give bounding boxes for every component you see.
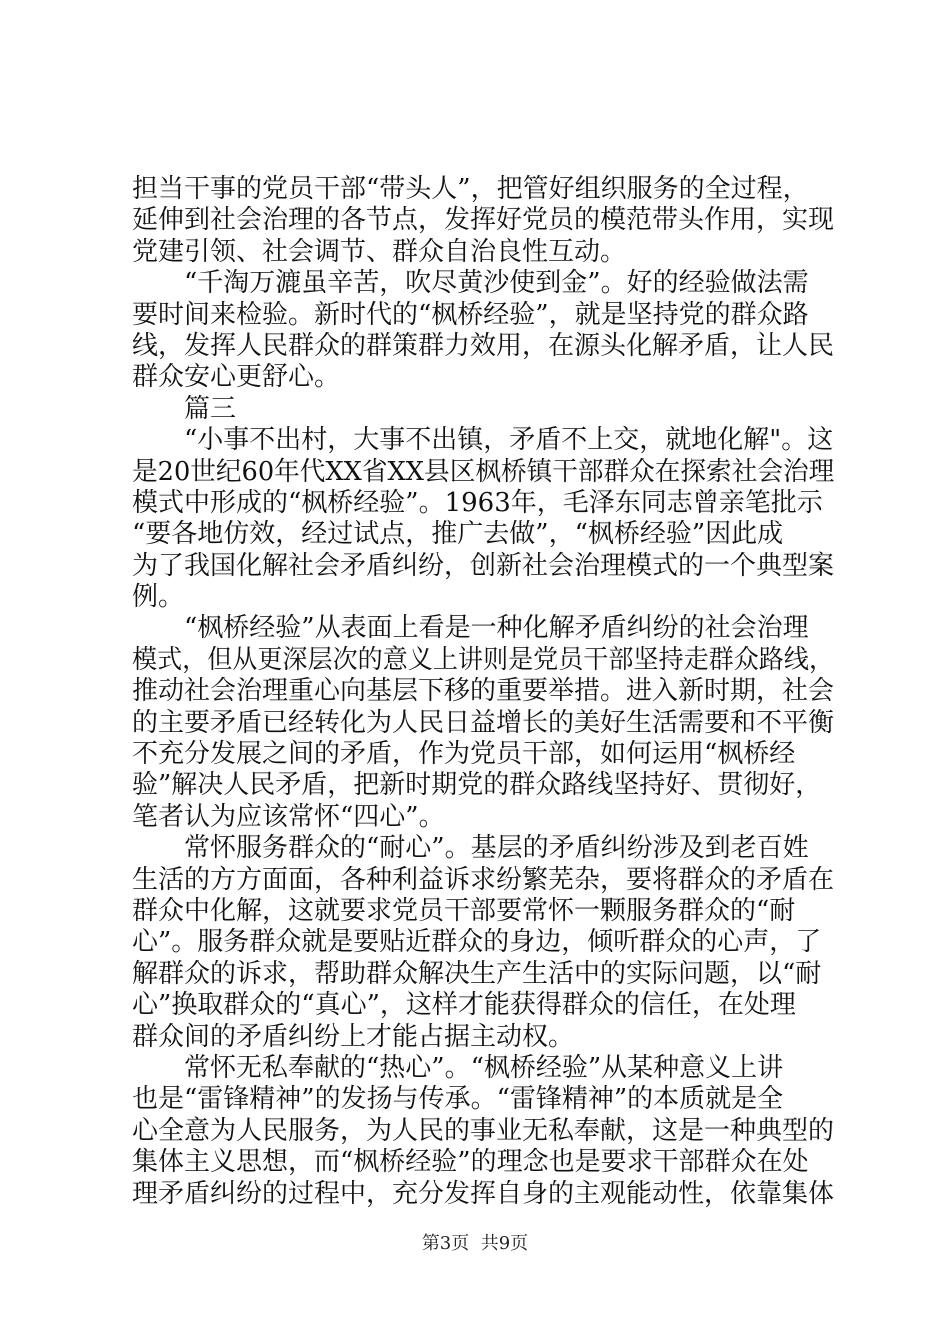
text-line: 解群众的诉求，帮助群众解决生产生活中的实际问题，以“耐 [132,958,822,989]
text-line: 是20世纪60年代XX省XX县区枫桥镇干部群众在探索社会治理 [132,456,835,487]
text-line: “要各地仿效，经过试点，推广去做”，“枫桥经验”因此成 [132,519,784,550]
text-line: “枫桥经验”从表面上看是一种化解矛盾纠纷的社会治理 [132,613,809,644]
text-line: 模式中形成的“枫桥经验”。1963年，毛泽东同志曾亲笔批示 [132,487,823,518]
text-line: 生活的方方面面，各种利益诉求纷繁芜杂，要将群众的矛盾在 [132,864,835,895]
text-line: 篇三 [132,393,237,424]
page-footer: 第3页 共9页 [421,1233,529,1254]
text-line: 要时间来检验。新时代的“枫桥经验”，就是坚持党的群众路 [132,299,809,330]
text-line: 理矛盾纠纷的过程中，充分发挥自身的主观能动性，依靠集体 [132,1178,835,1209]
text-line: “千淘万漉虽辛苦，吹尽黄沙使到金”。好的经验做法需 [132,268,809,299]
text-line: 心”换取群众的“真心”，这样才能获得群众的信任，在处理 [132,990,796,1021]
text-line: 常怀无私奉献的“热心”。“枫桥经验”从某种意义上讲 [132,1052,784,1083]
text-line: “小事不出村，大事不出镇，矛盾不上交，就地化解"。这 [132,425,834,456]
text-line: 延伸到社会治理的各节点，发挥好党员的模范带头作用，实现 [132,205,835,236]
text-line: 群众间的矛盾纠纷上才能占据主动权。 [132,1021,575,1052]
text-line: 也是“雷锋精神”的发扬与传承。“雷锋精神”的本质就是全 [132,1084,784,1115]
text-line: 验”解决人民矛盾，把新时期党的群众路线坚持好、贯彻好， [132,770,822,801]
text-line: 为了我国化解社会矛盾纠纷，创新社会治理模式的一个典型案 [132,550,835,581]
text-line: 党建引领、社会调节、群众自治良性互动。 [132,236,627,267]
text-line: 常怀服务群众的“耐心”。基层的矛盾纠纷涉及到老百姓 [132,833,809,864]
text-line: 例。 [132,582,185,613]
text-line: 笔者认为应该常怀“四心”。 [132,801,445,832]
text-line: 心”。服务群众就是要贴近群众的身边，倾听群众的心声，了 [132,927,822,958]
text-line: 集体主义思想，而“枫桥经验”的理念也是要求干部群众在处 [132,1147,809,1178]
text-line: 不充分发展之间的矛盾，作为党员干部，如何运用“枫桥经 [132,739,796,770]
text-line: 线，发挥人民群众的群策群力效用，在源头化解矛盾，让人民 [132,330,835,361]
text-line: 心全意为人民服务，为人民的事业无私奉献，这是一种典型的 [132,1115,835,1146]
text-line: 模式，但从更深层次的意义上讲则是党员干部坚持走群众路线， [132,644,835,675]
text-line: 担当干事的党员干部“带头人”，把管好组织服务的全过程， [132,174,809,204]
text-line: 的主要矛盾已经转化为人民日益增长的美好生活需要和不平衡 [132,707,835,738]
document-body [132,174,834,1210]
text-line: 群众中化解，这就要求党员干部要常怀一颗服务群众的“耐 [132,895,796,926]
text-line: 群众安心更舒心。 [132,362,341,393]
text-line: 推动社会治理重心向基层下移的重要举措。进入新时期，社会 [132,676,835,707]
